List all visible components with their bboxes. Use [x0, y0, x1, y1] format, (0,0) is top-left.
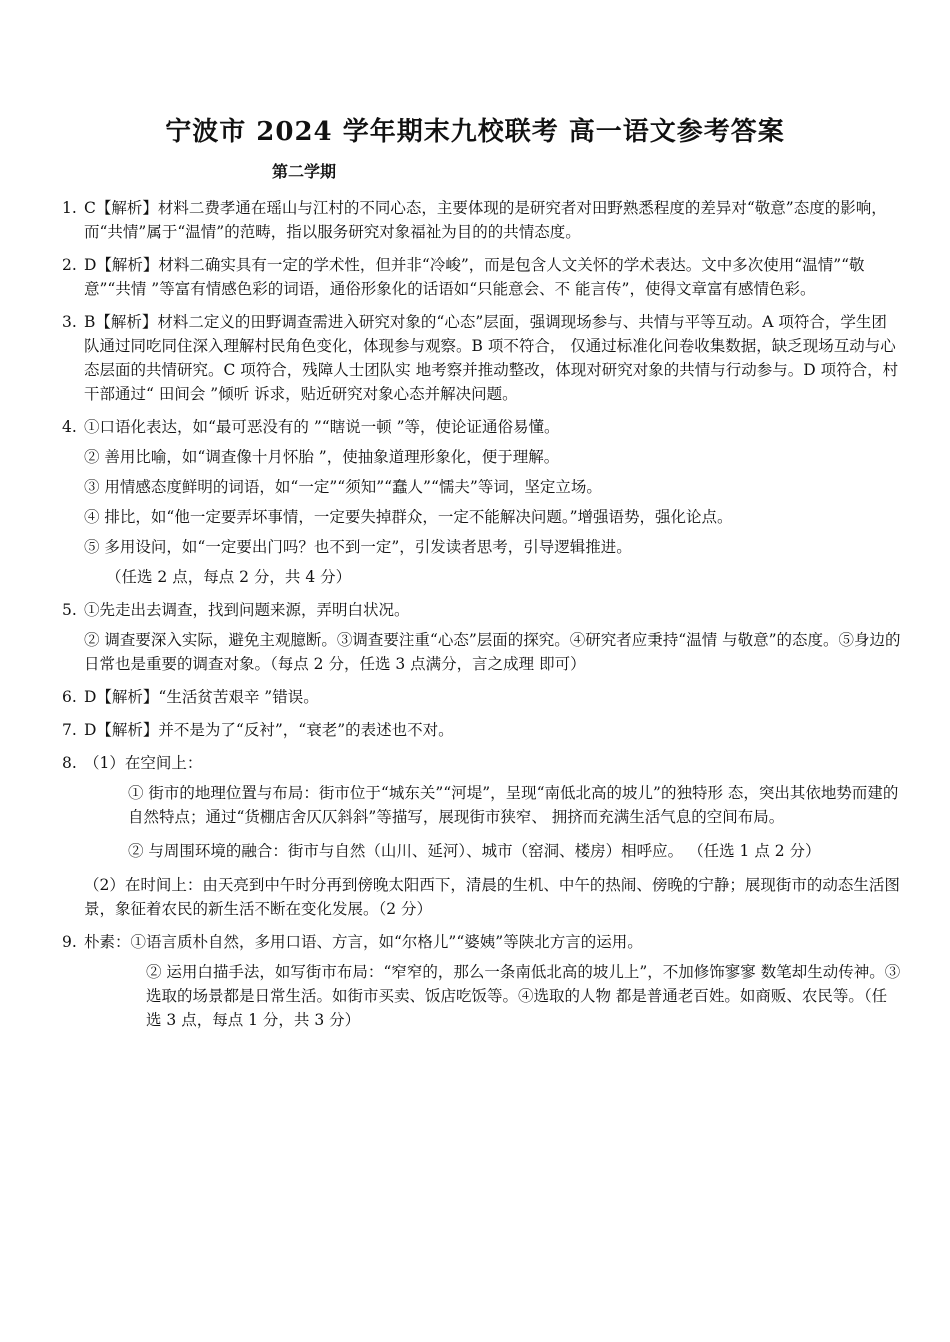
answer-point: ③ 用情感态度鲜明的词语，如“一定”“须知”“蠢人”“懦夫”等词，坚定立场。 [84, 478, 602, 496]
answer-9 [62, 930, 902, 1032]
answer-5 [62, 598, 902, 676]
answer-point: ② 调查要深入实际，避免主观臆断。③调查要注重“心态”层面的探究。④研究者应秉持“温情 与敬意”的态度。⑤身边的日常也是重要的调查对象。（每点 2 分，任选 3 点满分，言之成理 即可） [84, 631, 901, 673]
answer-number: 7. [62, 721, 77, 739]
answer-number: 2. [62, 256, 77, 274]
answer-point: ①先走出去调查，找到问题来源，弄明白状况。 [84, 601, 410, 619]
answer-part-title: （1）在空间上： [84, 754, 203, 772]
answer-point: ② 运用白描手法，如写街市布局：“窄窄的，那么一条南低北高的坡儿上”，不加修饰寥寥 数笔却生动传神。③选取的场景都是日常生活。如街市买卖、饭店吃饭等。④选取的人物 都是普通老百姓。如商贩、农民等。（任选 3 点，每点 1 分，共 3 分） [146, 963, 901, 1029]
answer-number: 8. [62, 754, 77, 772]
answer-number: 1. [62, 199, 77, 217]
answer-1 [62, 196, 902, 244]
answer-number: 6. [62, 688, 77, 706]
answer-text: D【解析】“生活贫苦艰辛 ”错误。 [84, 688, 319, 706]
document-title: 宁波市 2024 学年期末九校联考 高一语文参考答案 [165, 117, 785, 147]
answer-text: C【解析】材料二费孝通在瑶山与江村的不同心态，主要体现的是研究者对田野熟悉程度的差异对“敬意”态度的影响，而“共情”属于“温情”的范畴，指以服务研究对象福祉为目的的共情态度。 [84, 199, 887, 241]
answer-number: 4. [62, 418, 77, 436]
scoring-note: （任选 2 点，每点 2 分，共 4 分） [106, 568, 352, 586]
document-subtitle: 第二学期 [272, 162, 337, 181]
answer-text: D【解析】材料二确实具有一定的学术性，但并非“冷峻”，而是包含人文关怀的学术表达。文中多次使用“温情”“敬意”“共情 ”等富有情感色彩的词语，通俗形象化的话语如“只能意会、不 能言传”，使得文章富有感情色彩。 [84, 256, 865, 298]
answer-4 [62, 415, 902, 589]
answer-6 [62, 685, 902, 709]
answer-point: ④ 排比，如“他一定要弄坏事情，一定要失掉群众，一定不能解决问题。”增强语势，强化论点。 [84, 508, 733, 526]
answer-part-text: （2）在时间上：由天亮到中午时分再到傍晚太阳西下，清晨的生机、中午的热闹、傍晚的宁静；展现街市的动态生活图景，象征着农民的新生活不断在变化发展。（2 分） [84, 876, 900, 918]
answer-3 [62, 310, 902, 406]
answer-2 [62, 253, 902, 301]
answer-text: B【解析】材料二定义的田野调查需进入研究对象的“心态”层面，强调现场参与、共情与平等互动。A 项符合，学生团队通过同吃同住深入理解村民角色变化，体现参与观察。B 项不符合， 仅通过标准化问卷收集数据，缺乏现场互动与心态层面的共情研究。C 项符合，残障人士团队实 地考察并推动整改，体现对研究对象的共情与行动参与。D 项符合，村干部通过“ 田间会 ”倾听 诉求，贴近研究对象心态并解决问题。 [84, 313, 899, 403]
answer-number: 3. [62, 313, 77, 331]
answer-text: D【解析】并不是为了“反衬”，“衰老”的表述也不对。 [84, 721, 454, 739]
answer-point: ② 与周围环境的融合：街市与自然（山川、延河）、城市（窑洞、楼房）相呼应。 （任选 1 点 2 分） [128, 842, 821, 860]
answer-point: ①口语化表达，如“最可恶没有的 ”“瞎说一顿 ”等，使论证通俗易懂。 [84, 418, 560, 436]
answer-7 [62, 718, 902, 742]
answer-list [62, 196, 902, 1042]
answer-number: 5. [62, 601, 77, 619]
answer-point: ② 善用比喻，如“调查像十月怀胎 ”，使抽象道理形象化，便于理解。 [84, 448, 560, 466]
answer-number: 9. [62, 933, 77, 951]
answer-point: ① 街市的地理位置与布局：街市位于“城东关”“河堤”，呈现“南低北高的坡儿”的独特形 态，突出其依地势而建的自然特点；通过“货棚店舍仄仄斜斜”等描写，展现街市狭窄、 拥挤而充满生活气息的空间布局。 [128, 784, 899, 826]
answer-lead: 朴素：①语言质朴自然，多用口语、方言，如“尔格儿”“婆姨”等陕北方言的运用。 [84, 933, 643, 951]
answer-point: ⑤ 多用设问，如“一定要出门吗？也不到一定”，引发读者思考，引导逻辑推进。 [84, 538, 632, 556]
answer-8 [62, 751, 902, 921]
